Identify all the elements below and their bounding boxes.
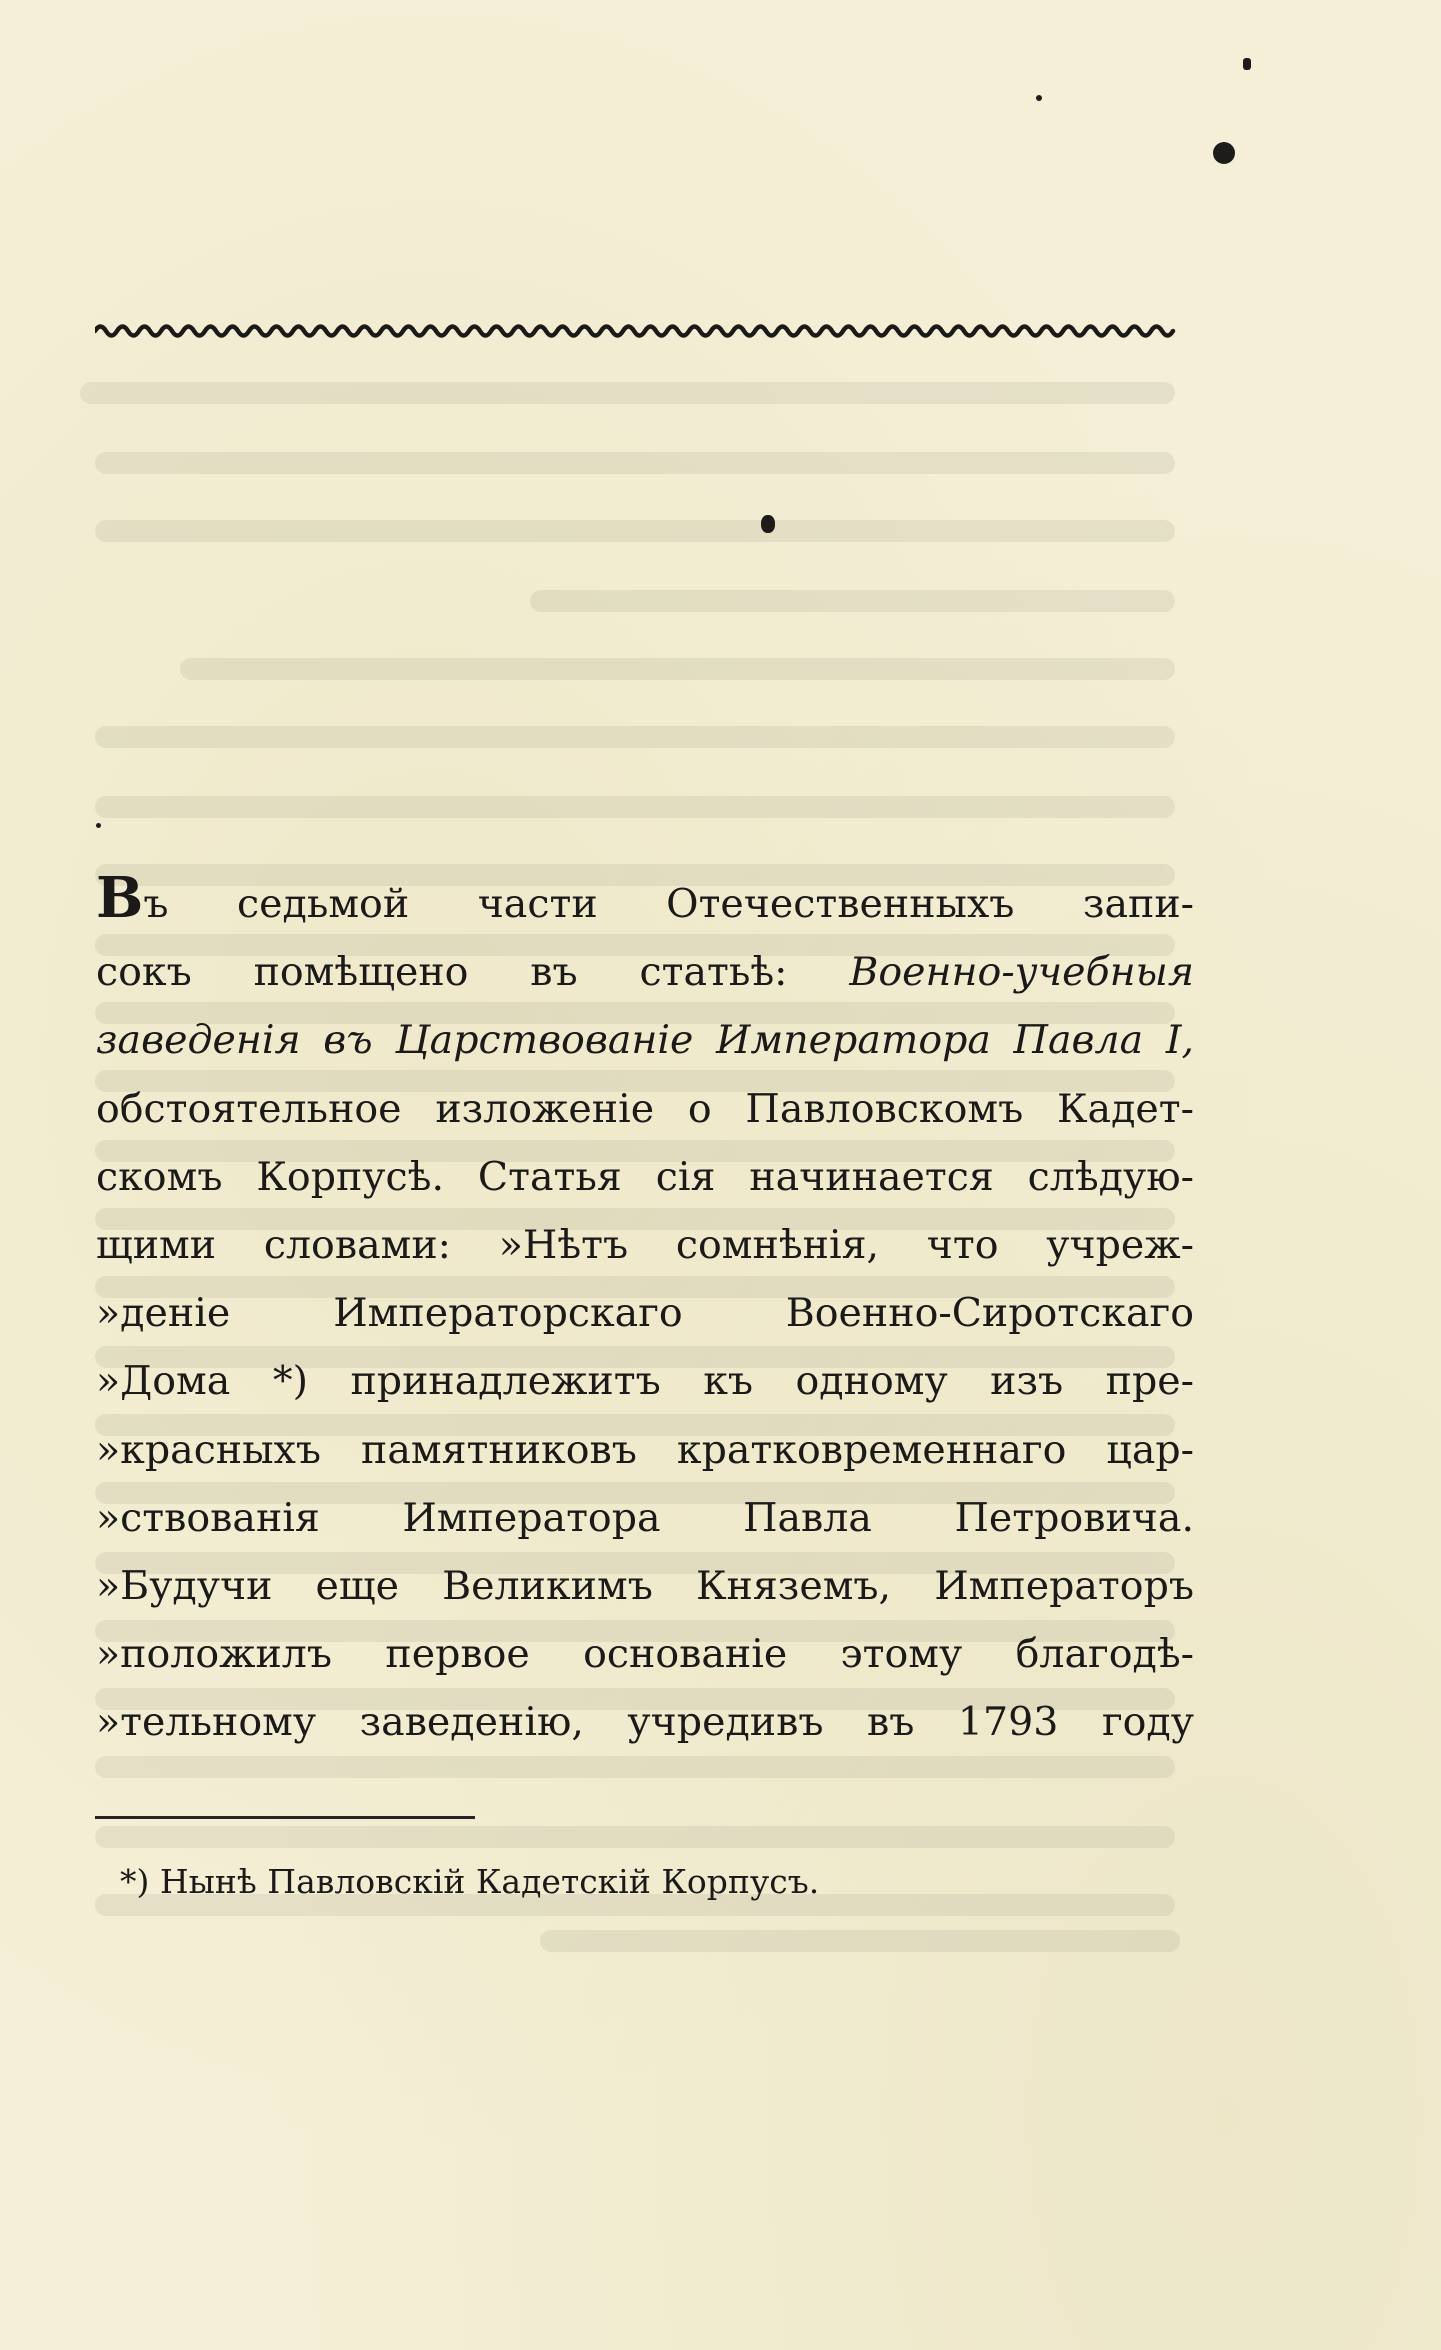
footnote: *) Нынѣ Павловскій Кадетскій Корпусъ. — [120, 1862, 820, 1901]
text-line: »Дома *) принадлежитъ къ одному изъ пре- — [96, 1358, 1194, 1405]
text-line: »ствованія Императора Павла Петровича. — [96, 1494, 1194, 1541]
drop-cap: В — [96, 865, 144, 931]
ink-speck — [1213, 142, 1235, 164]
text-line: »положилъ первое основаніе этому благодѣ- — [96, 1631, 1194, 1678]
text-line: »деніе Императорскаго Военно-Сиротскаго — [96, 1290, 1194, 1337]
footnote-rule — [95, 1816, 475, 1819]
ink-speck — [96, 823, 101, 828]
italic-title: Военно-учебныя — [849, 949, 1194, 996]
text-line: обстоятельное изложеніе о Павловскомъ Кадет- — [96, 1085, 1194, 1132]
text-line: »Будучи еще Великимъ Княземъ, Императоръ — [96, 1562, 1194, 1609]
italic-title: заведенія въ Царствованіе Императора Павла I, — [96, 1017, 1194, 1064]
text-line — [96, 1006, 1194, 1074]
decorative-wavy-rule — [95, 318, 1177, 344]
ink-speck — [1243, 58, 1251, 70]
main-text — [96, 865, 1194, 1756]
ink-speck — [1036, 95, 1042, 101]
text-line: »красныхъ памятниковъ кратковременнаго цар- — [96, 1426, 1194, 1473]
text-line: щими словами: »Нѣтъ сомнѣнія, что учреж- — [96, 1221, 1194, 1268]
text-line: Въ седьмой части Отечественныхъ запи- — [96, 865, 1194, 931]
text-line: сокъ помѣщено въ статьѣ: Военно-учебныя — [96, 949, 1194, 996]
text-line: »тельному заведенію, учредивъ въ 1793 году — [96, 1699, 1194, 1746]
text-line: скомъ Корпусѣ. Статья сія начинается слѣдую- — [96, 1153, 1194, 1200]
ink-speck — [761, 515, 775, 533]
